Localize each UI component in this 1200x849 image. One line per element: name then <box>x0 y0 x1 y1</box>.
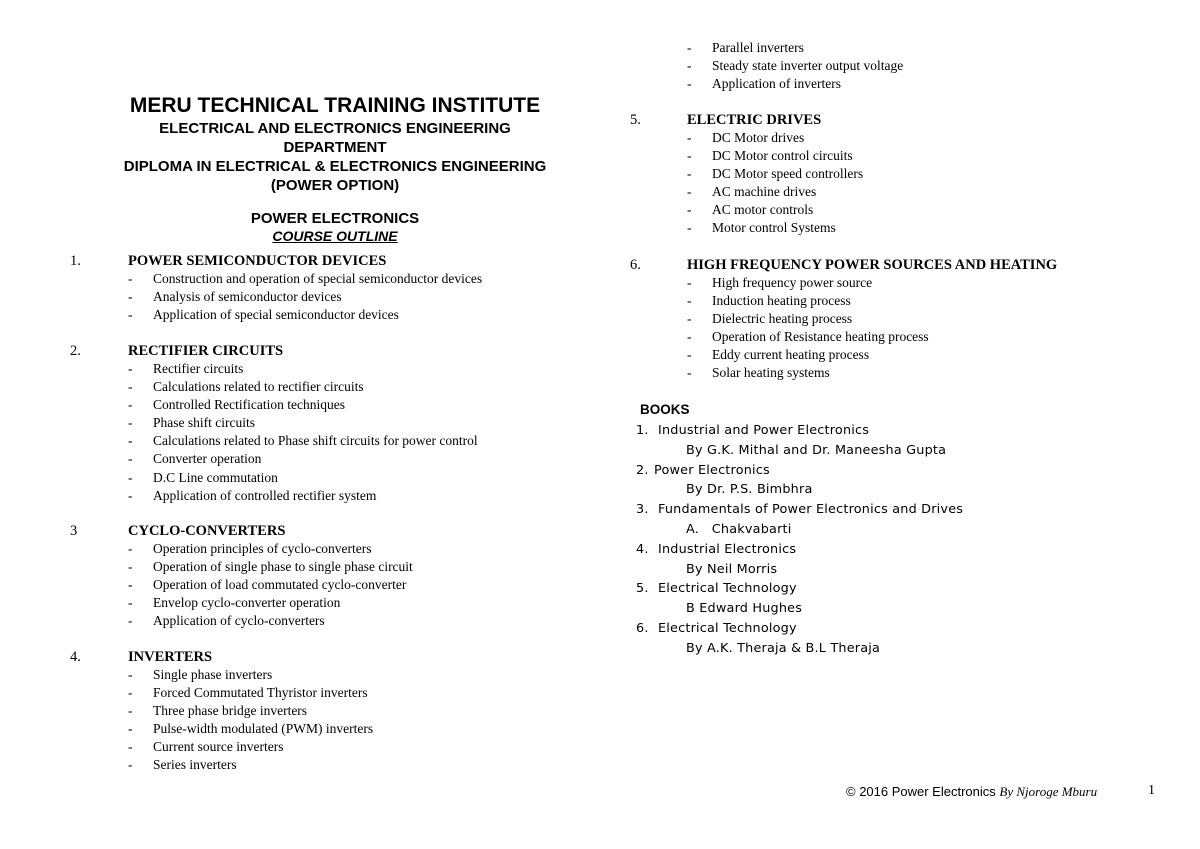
topic-text: Eddy current heating process <box>712 347 870 363</box>
book-number: 2. <box>636 462 649 478</box>
book-author: By Dr. P.S. Bimbhra <box>686 482 813 498</box>
book-number: 4. <box>636 541 649 557</box>
section-heading <box>630 256 1170 274</box>
book-author: By G.K. Mithal and Dr. Maneesha Gupta <box>686 442 947 458</box>
topic-text: DC Motor speed controllers <box>712 166 864 182</box>
topic-list <box>70 666 600 775</box>
book-item <box>636 540 963 580</box>
topic-list <box>70 360 600 505</box>
book-author: B Edward Hughes <box>686 601 803 617</box>
section-title: INVERTERS <box>128 649 213 665</box>
topic-text: Application of cyclo-converters <box>153 613 325 629</box>
bullet-dash: - <box>128 739 133 755</box>
bullet-dash: - <box>128 595 133 611</box>
bullet-dash: - <box>128 487 133 503</box>
section-heading <box>70 648 600 666</box>
book-item <box>636 579 963 619</box>
section-title: CYCLO-CONVERTERS <box>128 523 286 539</box>
list-item <box>687 292 1170 310</box>
topic-text: High frequency power source <box>712 275 873 290</box>
topic-text: Construction and operation of special semiconductor devices <box>153 271 483 286</box>
book-title: Fundamentals of Power Electronics and Drives <box>658 502 964 518</box>
bullet-dash: - <box>687 58 692 74</box>
bullet-dash: - <box>128 757 133 773</box>
section-3 <box>70 522 600 630</box>
topic-text: Envelop cyclo-converter operation <box>153 595 341 611</box>
section-6 <box>630 256 1170 383</box>
bullet-dash: - <box>687 76 692 92</box>
section-4-continued <box>630 39 1170 93</box>
option-title: (POWER OPTION) <box>270 177 400 194</box>
list-item <box>128 612 600 630</box>
book-title: Industrial and Power Electronics <box>658 423 870 438</box>
book-author: By Neil Morris <box>686 561 778 577</box>
topic-text: Current source inverters <box>153 739 284 755</box>
list-item <box>128 756 600 774</box>
book-item <box>636 500 963 540</box>
list-item <box>128 288 600 306</box>
list-item <box>128 702 600 720</box>
list-item <box>128 576 600 594</box>
course-outline-title: COURSE OUTLINE <box>272 228 398 244</box>
bullet-dash: - <box>128 721 133 737</box>
topic-text: Induction heating process <box>712 293 851 309</box>
list-item <box>128 487 600 505</box>
list-item <box>128 378 600 396</box>
list-item <box>687 274 1170 292</box>
book-number: 1. <box>636 423 649 438</box>
book-item <box>636 461 963 501</box>
bullet-dash: - <box>687 311 692 327</box>
book-title: Electrical Technology <box>658 581 797 597</box>
book-number: 6. <box>636 620 649 636</box>
section-4 <box>70 648 600 775</box>
section-number: 4. <box>70 649 81 665</box>
book-author: By A.K. Theraja & B.L Theraja <box>686 640 881 656</box>
bullet-dash: - <box>128 559 133 575</box>
bullet-dash: - <box>687 184 692 200</box>
list-item <box>687 129 1170 147</box>
list-item <box>687 201 1170 219</box>
topic-text: Single phase inverters <box>153 667 273 682</box>
subject-title: POWER ELECTRONICS <box>250 210 420 227</box>
bullet-dash: - <box>128 397 133 413</box>
department-line-1: ELECTRICAL AND ELECTRONICS ENGINEERING <box>159 120 511 137</box>
topic-text: Analysis of semiconductor devices <box>153 289 342 305</box>
list-item <box>128 720 600 738</box>
topic-text: D.C Line commutation <box>153 469 278 485</box>
bullet-dash: - <box>687 202 692 218</box>
topic-text: AC machine drives <box>712 184 817 200</box>
topic-text: Series inverters <box>153 757 237 773</box>
bullet-dash: - <box>687 166 692 182</box>
section-1 <box>70 252 600 324</box>
list-item <box>687 39 1170 57</box>
list-item <box>128 540 600 558</box>
topic-list <box>630 274 1170 383</box>
bullet-dash: - <box>128 685 133 701</box>
list-item <box>128 738 600 756</box>
section-2 <box>70 342 600 505</box>
topic-text: Phase shift circuits <box>153 415 255 431</box>
topic-text: Three phase bridge inverters <box>153 703 308 719</box>
bullet-dash: - <box>128 289 133 305</box>
list-item <box>687 219 1170 237</box>
topic-text: Converter operation <box>153 451 262 467</box>
topic-text: Forced Commutated Thyristor inverters <box>153 685 368 701</box>
section-title: RECTIFIER CIRCUITS <box>128 343 284 359</box>
books-list <box>636 421 963 659</box>
list-item <box>128 666 600 684</box>
section-number: 2. <box>70 343 81 359</box>
bullet-dash: - <box>687 347 692 363</box>
list-item <box>128 360 600 378</box>
list-item <box>687 165 1170 183</box>
topic-text: DC Motor control circuits <box>712 148 853 164</box>
bullet-dash: - <box>687 220 692 236</box>
bullet-dash: - <box>128 469 133 485</box>
bullet-dash: - <box>128 703 133 719</box>
section-title: POWER SEMICONDUCTOR DEVICES <box>128 253 387 269</box>
bullet-dash: - <box>687 275 692 290</box>
document-header <box>70 93 600 245</box>
bullet-dash: - <box>687 329 692 345</box>
topic-text: Calculations related to rectifier circuits <box>153 379 364 395</box>
topic-text: Operation of load commutated cyclo-converter <box>153 577 407 593</box>
bullet-dash: - <box>128 667 133 682</box>
topic-list <box>630 39 1170 93</box>
books-heading: BOOKS <box>640 402 690 417</box>
book-item <box>636 619 963 659</box>
book-title: Industrial Electronics <box>658 541 797 557</box>
list-item <box>128 306 600 324</box>
topic-text: Rectifier circuits <box>153 361 244 376</box>
topic-list <box>70 540 600 630</box>
topic-text: Application of inverters <box>712 76 841 92</box>
bullet-dash: - <box>128 415 133 431</box>
section-number: 1. <box>70 253 81 269</box>
bullet-dash: - <box>128 271 133 286</box>
section-number: 6. <box>630 257 641 273</box>
list-item <box>687 328 1170 346</box>
section-number: 5. <box>630 112 641 128</box>
book-author: A. Chakvabarti <box>686 521 792 537</box>
topic-text: DC Motor drives <box>712 130 805 145</box>
book-title: Electrical Technology <box>658 620 797 636</box>
diploma-title: DIPLOMA IN ELECTRICAL & ELECTRONICS ENGINEERING <box>123 158 547 175</box>
page-number: 1 <box>1148 783 1155 798</box>
footer-author: By Njoroge Mburu <box>999 784 1098 799</box>
section-heading <box>70 252 600 270</box>
topic-text: Operation of Resistance heating process <box>712 329 929 345</box>
topic-text: Motor control Systems <box>712 220 836 236</box>
bullet-dash: - <box>687 148 692 164</box>
list-item <box>128 396 600 414</box>
section-number: 3 <box>70 523 78 539</box>
section-heading <box>70 522 600 540</box>
list-item <box>687 364 1170 382</box>
topic-text: Pulse-width modulated (PWM) inverters <box>153 721 374 737</box>
footer-copyright: © 2016 Power Electronics <box>846 784 1000 799</box>
topic-text: Calculations related to Phase shift circuits for power control <box>153 433 478 449</box>
bullet-dash: - <box>687 130 692 145</box>
bullet-dash: - <box>128 541 133 556</box>
book-number: 5. <box>636 581 649 597</box>
list-item <box>687 57 1170 75</box>
topic-text: Operation principles of cyclo-converters <box>153 541 372 556</box>
department-line-2: DEPARTMENT <box>283 139 387 156</box>
bullet-dash: - <box>128 307 133 323</box>
book-number: 3. <box>636 502 649 518</box>
institute-name: MERU TECHNICAL TRAINING INSTITUTE <box>129 94 541 117</box>
book-title: Power Electronics <box>654 462 770 478</box>
section-title: ELECTRIC DRIVES <box>687 112 822 128</box>
list-item <box>128 684 600 702</box>
list-item <box>128 594 600 612</box>
topic-text: Application of special semiconductor devices <box>153 307 399 323</box>
section-title: HIGH FREQUENCY POWER SOURCES AND HEATING <box>687 257 1058 273</box>
bullet-dash: - <box>128 577 133 593</box>
list-item <box>687 183 1170 201</box>
bullet-dash: - <box>128 379 133 395</box>
list-item <box>128 432 600 450</box>
section-heading <box>70 342 600 360</box>
list-item <box>128 469 600 487</box>
topic-text: Steady state inverter output voltage <box>712 58 904 74</box>
topic-text: Dielectric heating process <box>712 311 853 327</box>
list-item <box>687 75 1170 93</box>
topic-text: Controlled Rectification techniques <box>153 397 345 413</box>
bullet-dash: - <box>128 613 133 629</box>
topic-list <box>630 129 1170 238</box>
bullet-dash: - <box>128 433 133 449</box>
topic-text: Parallel inverters <box>712 40 804 55</box>
bullet-dash: - <box>128 361 133 376</box>
list-item <box>128 558 600 576</box>
topic-text: Application of controlled rectifier system <box>153 487 377 503</box>
book-item <box>636 421 963 461</box>
list-item <box>687 310 1170 328</box>
section-heading <box>630 111 1170 129</box>
list-item <box>687 346 1170 364</box>
bullet-dash: - <box>687 40 692 55</box>
section-5 <box>630 111 1170 238</box>
topic-text: AC motor controls <box>712 202 814 218</box>
bullet-dash: - <box>687 365 692 381</box>
list-item <box>128 450 600 468</box>
topic-text: Solar heating systems <box>712 365 830 381</box>
page-footer <box>846 784 1097 800</box>
list-item <box>128 414 600 432</box>
topic-list <box>70 270 600 324</box>
topic-text: Operation of single phase to single phase circuit <box>153 559 413 575</box>
bullet-dash: - <box>687 293 692 309</box>
bullet-dash: - <box>128 451 133 467</box>
list-item <box>128 270 600 288</box>
list-item <box>687 147 1170 165</box>
